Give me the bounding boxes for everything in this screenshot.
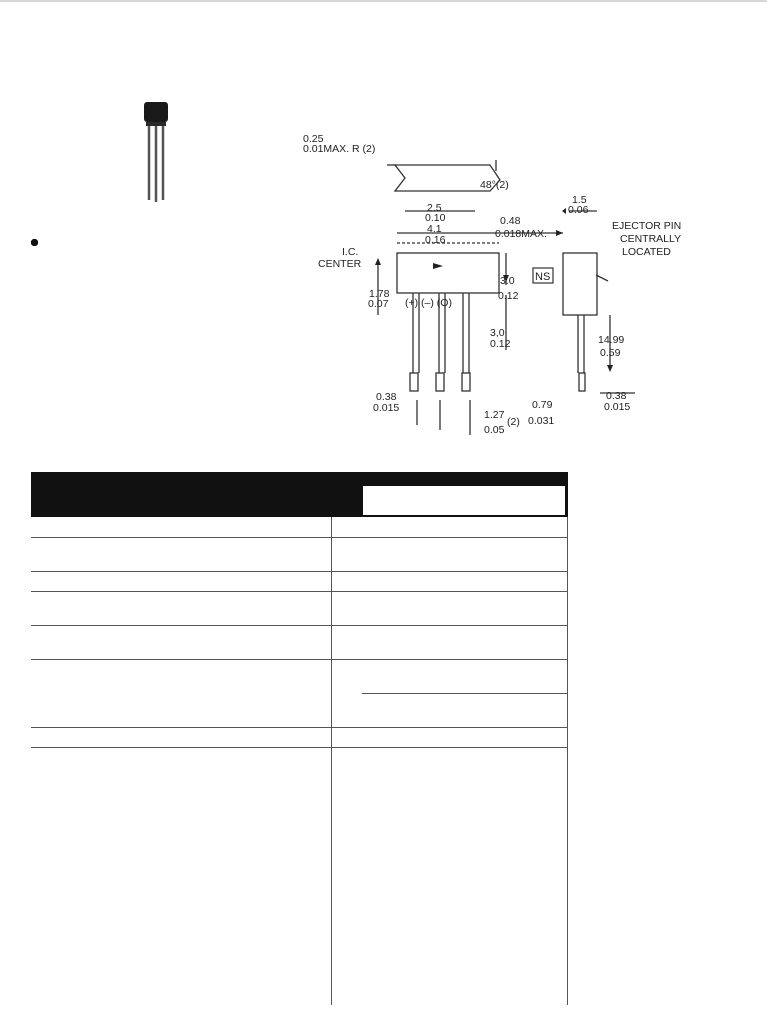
catalog-listing-cell xyxy=(362,485,566,516)
dim-angle: 48°(2) xyxy=(480,179,509,191)
column-divider xyxy=(331,517,332,1005)
order-guide-header xyxy=(31,485,568,517)
dim-038a-top: 0.38 xyxy=(376,391,397,403)
dim-3b-top: 3,0 xyxy=(490,327,505,339)
pin-labels: (+) (–) (O) xyxy=(405,297,452,309)
table-row xyxy=(31,727,568,748)
dim-079-bottom: 0.031 xyxy=(528,415,555,427)
dim-178-bottom: 0.07 xyxy=(368,298,389,310)
dim-048-top: 0.48 xyxy=(500,215,521,227)
table-right-border xyxy=(567,517,568,1005)
dim-15-top: 1.5 xyxy=(572,194,587,206)
dim-3a-top: 3.0 xyxy=(500,275,515,287)
mounting-diagram xyxy=(300,125,720,440)
dim-3a-bottom: 0.12 xyxy=(498,290,519,302)
dim-048-bottom: 0.018MAX. xyxy=(495,228,547,240)
table-row xyxy=(31,537,568,572)
ejector-line-3: LOCATED xyxy=(622,246,671,258)
dim-15-bottom: 0.06 xyxy=(568,204,589,216)
dim-w2-bottom: 0.16 xyxy=(425,234,446,246)
dimension-labels xyxy=(303,133,681,436)
bullet-icon xyxy=(31,239,38,246)
dim-127-note: (2) xyxy=(507,416,520,428)
dim-079-top: 0.79 xyxy=(532,399,553,411)
dim-127-bottom: 0.05 xyxy=(484,424,505,436)
ejector-line-2: CENTRALLY xyxy=(620,233,682,245)
dim-w1-top: 2.5 xyxy=(427,202,442,214)
ejector-line-1: EJECTOR PIN xyxy=(612,220,682,232)
dim-w1-bottom: 0.10 xyxy=(425,212,446,224)
ns-label: NS xyxy=(535,271,551,283)
dim-038b-bottom: 0.015 xyxy=(604,401,631,413)
table-row xyxy=(31,693,568,728)
dim-radius-bottom: 0.01MAX. R (2) xyxy=(303,143,376,155)
table-row xyxy=(31,659,568,693)
dim-178-top: 1.78 xyxy=(369,288,390,300)
ic-center-top: I.C. xyxy=(342,246,359,258)
magnetic-header-row xyxy=(31,747,568,767)
sensor-package-image xyxy=(141,100,171,204)
dim-1499-top: 14.99 xyxy=(598,334,625,346)
dim-1499-bottom: 0.59 xyxy=(600,347,621,359)
order-guide-band xyxy=(31,472,568,485)
dim-038a-bottom: 0.015 xyxy=(373,402,400,414)
dim-3b-bottom: 0.12 xyxy=(490,338,511,350)
table-row xyxy=(31,571,568,592)
ic-center-bottom: CENTER xyxy=(318,258,362,270)
table-row xyxy=(31,591,568,626)
top-divider xyxy=(0,0,767,2)
dim-w2-top: 4.1 xyxy=(427,223,442,235)
dim-127-top: 1.27 xyxy=(484,409,505,421)
table-row xyxy=(31,625,568,660)
table-row xyxy=(31,517,568,538)
dim-038b-top: 0.38 xyxy=(606,390,627,402)
dim-radius-top: 0.25 xyxy=(303,133,324,145)
